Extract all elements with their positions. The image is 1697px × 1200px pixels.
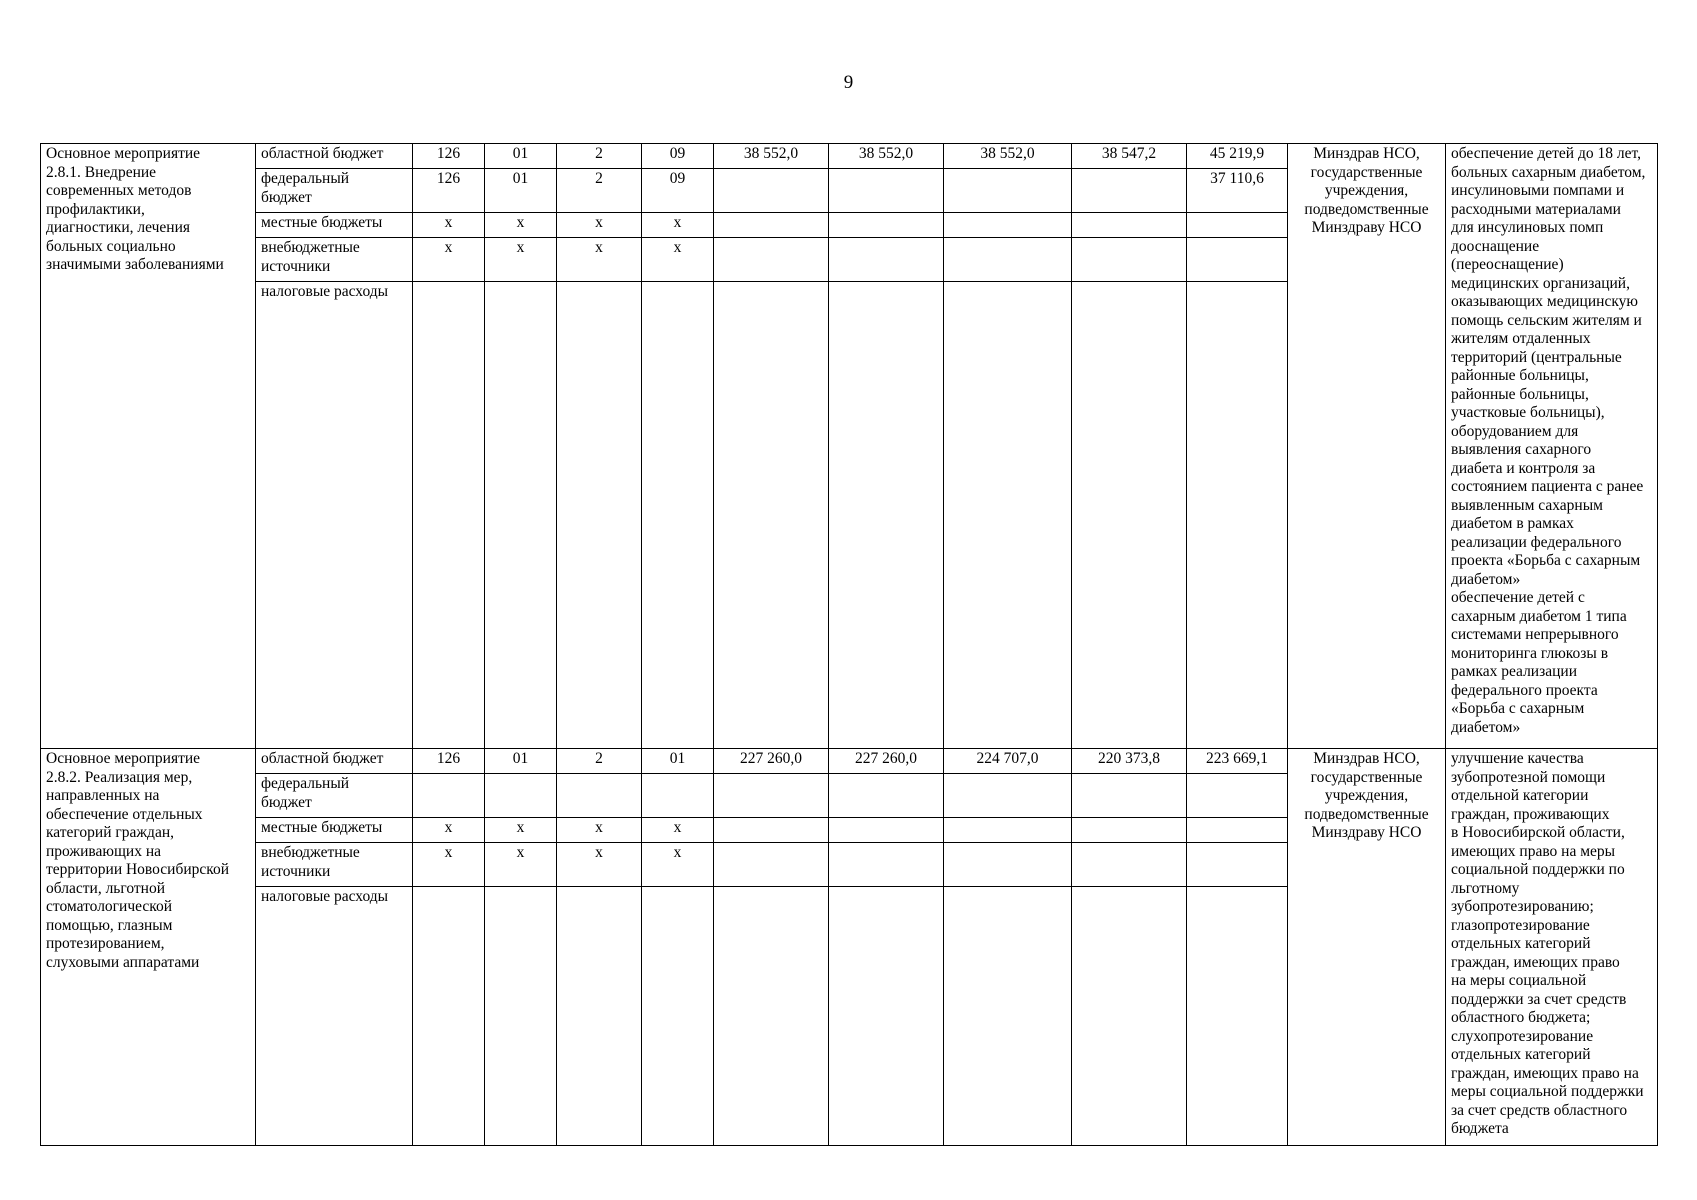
table-row [41,144,1658,169]
budget-code-cell: 09 [642,169,714,213]
funding-source [256,238,413,282]
activity-name-text: Основное мероприятие 2.8.1. Внедрение современных методов профилактики, диагностики, лечения больных социально значимыми заболеваниями [46,145,224,273]
funding-source-text: федеральный бюджет [261,170,350,206]
amount-cell [829,887,944,1146]
budget-code-cell: 01 [642,749,714,774]
funding-source [256,749,413,774]
expected-result-text: обеспечение детей до 18 лет, больных сахарным диабетом, инсулиновыми помпами и расходными материалами для инсулиновых помп дооснащение (переоснащение) медицинских организаций, оказывающих медицинскую помощь сельским жителям и жителям отдаленных территорий (центральные районные больницы, районные больницы, участковые больницы), оборудованием для выявления сахарного диабета и контроля за состоянием пациента с ранее выявленным сахарным диабетом в рамках реализации федерального проекта «Борьба с сахарным диабетом» обеспечение детей с сахарным диабетом 1 типа системами непрерывного мониторинга глюкозы в рамках реализации федерального проекта «Борьба с сахарным диабетом» [1451,145,1646,736]
amount-cell [1072,818,1187,843]
budget-code-cell: x [485,843,557,887]
amount-cell [1072,282,1187,749]
responsible-executor [1288,749,1446,1146]
budget-code-cell: x [642,818,714,843]
budget-code-cell: x [413,843,485,887]
amount-cell: 37 110,6 [1187,169,1288,213]
page-number: 9 [843,72,854,93]
amount-cell [1187,238,1288,282]
budget-code-cell [413,887,485,1146]
amount-cell [714,282,829,749]
expected-result [1446,749,1658,1146]
budget-code-cell: x [642,238,714,282]
budget-code-cell: x [413,818,485,843]
funding-source-text: местные бюджеты [261,819,383,836]
amount-cell: 45 219,9 [1187,144,1288,169]
budget-code-cell: 126 [413,749,485,774]
budget-code-cell [557,887,642,1146]
amount-cell: 220 373,8 [1072,749,1187,774]
funding-source-text: налоговые расходы [261,888,389,905]
funding-source [256,887,413,1146]
amount-cell [944,169,1072,213]
expected-result-text: улучшение качества зубопротезной помощи отдельной категории граждан, проживающих в Новосибирской области, имеющих право на меры социальной поддержки по льготному зубопротезированию; глазопротезирование отдельных категорий граждан, имеющих право на меры социальной поддержки за счет средств областного бюджета; слухопротезирование отдельных категорий граждан, имеющих право на меры социальной поддержки за счет средств областного бюджета [1451,750,1644,1137]
funding-source [256,213,413,238]
amount-cell [829,213,944,238]
amount-cell [714,887,829,1146]
amount-cell [1072,213,1187,238]
budget-code-cell: x [557,843,642,887]
funding-source-text: внебюджетные источники [261,844,360,880]
budget-code-cell: 01 [485,749,557,774]
amount-cell [829,282,944,749]
funding-source [256,144,413,169]
budget-code-cell: x [557,818,642,843]
expected-result [1446,144,1658,749]
amount-cell [944,843,1072,887]
funding-source-text: местные бюджеты [261,214,383,231]
budget-code-cell: x [413,238,485,282]
funding-source [256,282,413,749]
amount-cell: 38 552,0 [714,144,829,169]
budget-code-cell: 01 [485,169,557,213]
budget-code-cell [642,774,714,818]
amount-cell [829,843,944,887]
funding-source-text: областной бюджет [261,145,384,162]
budget-code-cell: x [642,843,714,887]
budget-code-cell [642,282,714,749]
activity-name [41,749,256,1146]
funding-source-text: налоговые расходы [261,283,389,300]
amount-cell [944,774,1072,818]
amount-cell [1072,238,1187,282]
amount-cell: 38 547,2 [1072,144,1187,169]
amount-cell [714,818,829,843]
amount-cell [1187,843,1288,887]
budget-code-cell: x [485,238,557,282]
funding-source-text: внебюджетные источники [261,239,360,275]
table-row [41,749,1658,774]
activity-name-text: Основное мероприятие 2.8.2. Реализация мер, направленных на обеспечение отдельных категорий граждан, проживающих на территории Новосибирской области, льготной стоматологической помощью, глазным протезированием, слуховыми аппаратами [46,750,230,971]
responsible-executor [1288,144,1446,749]
amount-cell [944,213,1072,238]
amount-cell [714,169,829,213]
budget-code-cell: 126 [413,144,485,169]
amount-cell [1187,774,1288,818]
amount-cell [1187,887,1288,1146]
funding-source-text: федеральный бюджет [261,775,350,811]
funding-source [256,774,413,818]
amount-cell [1072,843,1187,887]
amount-cell [829,169,944,213]
amount-cell [829,774,944,818]
budget-code-cell: 2 [557,749,642,774]
budget-code-cell [485,887,557,1146]
budget-code-cell [485,774,557,818]
budget-code-cell [557,774,642,818]
responsible-executor-text: Минздрав НСО, государственные учреждения, подведомственные Минздраву НСО [1304,750,1429,841]
amount-cell [1187,282,1288,749]
funding-source [256,169,413,213]
amount-cell: 38 552,0 [829,144,944,169]
funding-source [256,818,413,843]
amount-cell [1072,887,1187,1146]
amount-cell [714,774,829,818]
program-activities-table [40,143,1658,1146]
amount-cell [1072,169,1187,213]
table-body [41,144,1658,1146]
amount-cell: 223 669,1 [1187,749,1288,774]
budget-code-cell: x [642,213,714,238]
activity-name [41,144,256,749]
budget-code-cell [557,282,642,749]
amount-cell [714,843,829,887]
amount-cell [944,818,1072,843]
amount-cell [1187,213,1288,238]
budget-code-cell [413,282,485,749]
amount-cell [1187,818,1288,843]
amount-cell [944,282,1072,749]
budget-code-cell: 2 [557,169,642,213]
budget-code-cell [485,282,557,749]
budget-code-cell: 2 [557,144,642,169]
amount-cell [714,213,829,238]
amount-cell [944,887,1072,1146]
budget-code-cell: x [413,213,485,238]
amount-cell [1072,774,1187,818]
budget-code-cell: 01 [485,144,557,169]
budget-code-cell: x [485,818,557,843]
budget-code-cell: x [557,238,642,282]
funding-source-text: областной бюджет [261,750,384,767]
amount-cell: 224 707,0 [944,749,1072,774]
budget-code-cell [413,774,485,818]
responsible-executor-text: Минздрав НСО, государственные учреждения, подведомственные Минздраву НСО [1304,145,1429,236]
amount-cell: 38 552,0 [944,144,1072,169]
amount-cell: 227 260,0 [829,749,944,774]
amount-cell [829,238,944,282]
amount-cell [944,238,1072,282]
amount-cell [714,238,829,282]
budget-code-cell: x [557,213,642,238]
amount-cell [829,818,944,843]
budget-code-cell: x [485,213,557,238]
funding-source [256,843,413,887]
amount-cell: 227 260,0 [714,749,829,774]
budget-code-cell: 09 [642,144,714,169]
budget-code-cell: 126 [413,169,485,213]
budget-code-cell [642,887,714,1146]
